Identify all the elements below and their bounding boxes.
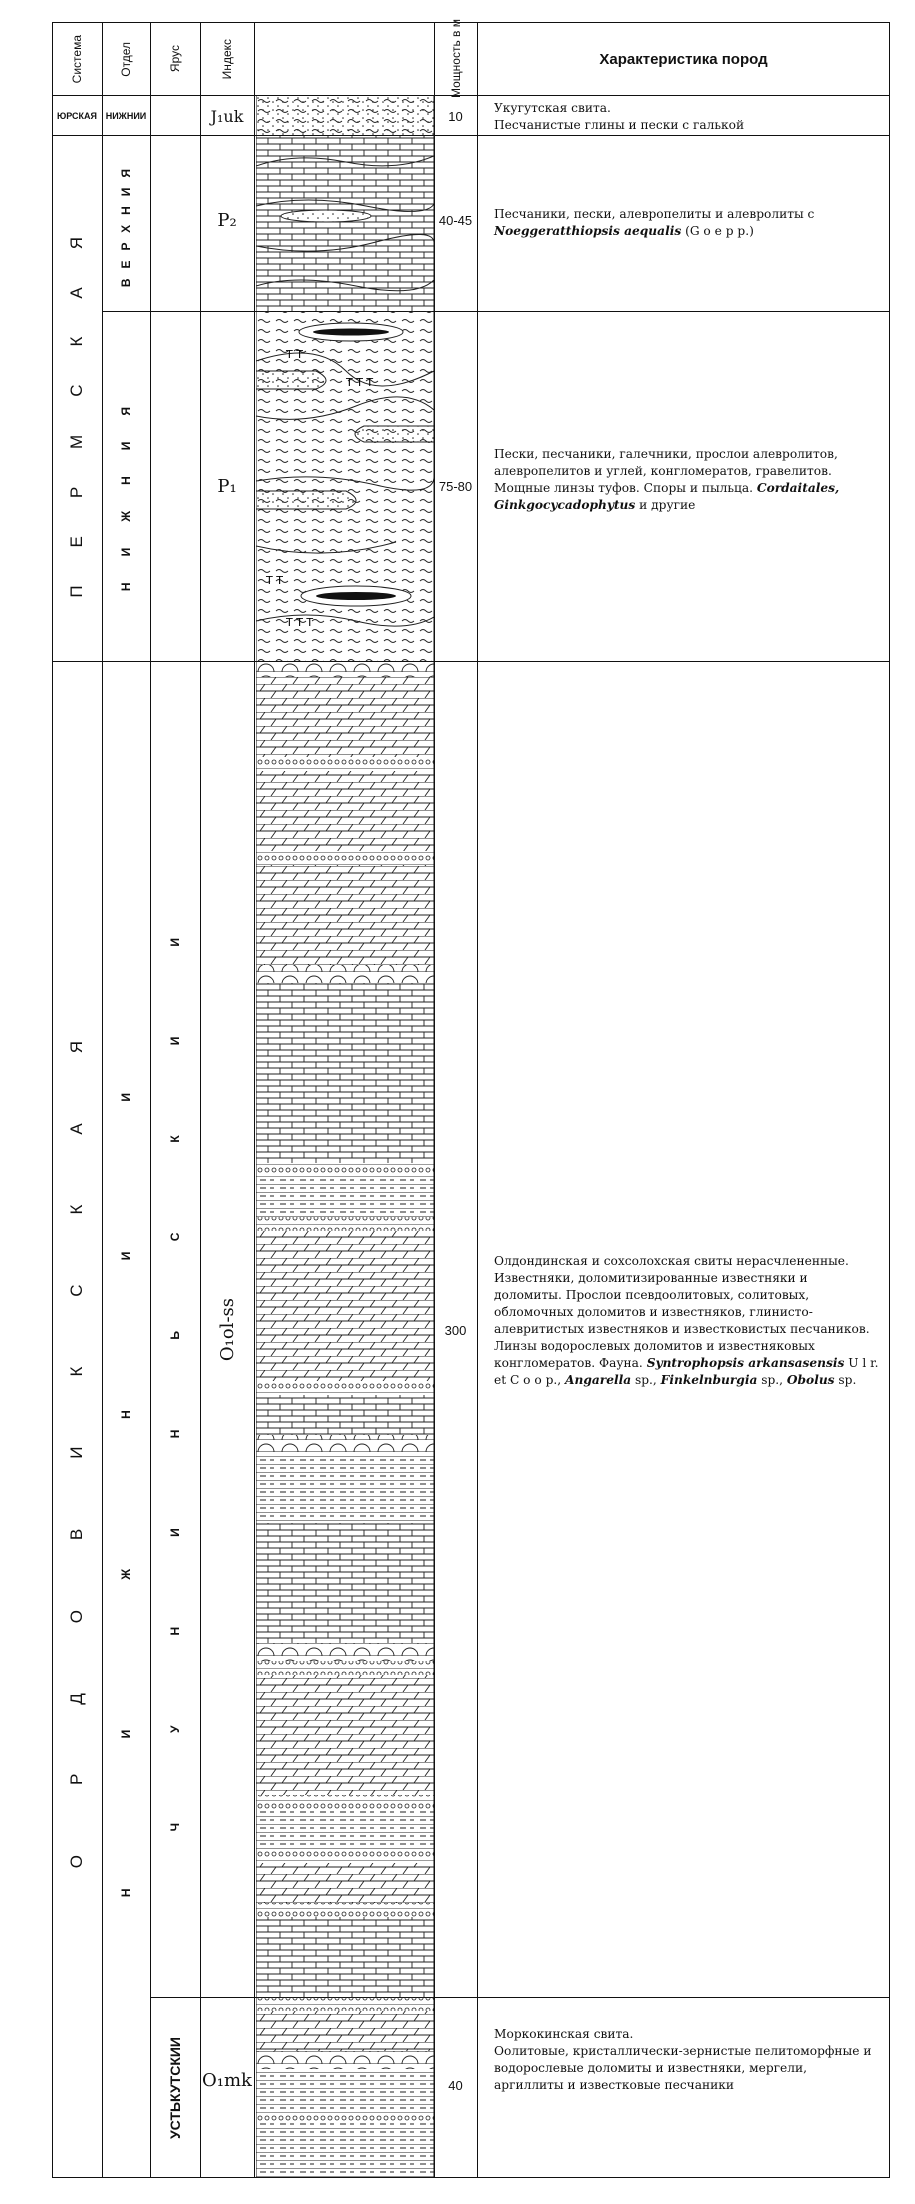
column-divider [434, 22, 435, 2178]
description-o1ol-ss: Олдондинская и сохсолохская свиты нерасчлененные. Известняки, доломитизированные известняки и доломиты. Прослои псевдоолитовых, солитовых, обломочных доломитов и известняков, глинисто-алевритистых известняков и известковистых песчаников. Линзы водорослевых доломитов и известняковых конгломератов. Фауна. Syntrophopsis arkansasensis U l r. et C o o p., Angarella sp., Finkelnburgia sp., Obolus sp. [494, 1254, 879, 1387]
department-jurassic-lower: НИЖНИИ [105, 111, 147, 121]
header-department: Отдел [119, 41, 133, 77]
index-p1: P₁ [217, 475, 237, 497]
lithology-column [256, 96, 434, 2178]
index-j1uk: J₁uk [210, 106, 244, 126]
system-jurassic: ЮРСКАЯ [56, 111, 98, 121]
index-p2: P₂ [217, 209, 237, 231]
index-o1ol-ss: O₁ol-ss [216, 1298, 238, 1362]
svg-text:T T: T T [286, 348, 303, 361]
stage-ustkut: УСТЬКУТСКИИ [167, 2036, 183, 2140]
column-divider [200, 22, 201, 2178]
thickness-p1: 75-80 [438, 478, 473, 494]
description-p2: Песчаники, пески, алевропелиты и алевролиты с Noeggeratthiopsis aequalis (G o e p p.) [494, 207, 815, 238]
row-separator [102, 311, 890, 312]
header-thickness: Мощность в м [448, 19, 463, 99]
system-permian: ПЕРМСКАЯ [67, 199, 86, 598]
index-o1mk: O₁mk [202, 2069, 252, 2091]
row-separator [52, 661, 890, 662]
header-stage: Ярус [168, 45, 182, 73]
header-index: Индекс [220, 38, 234, 80]
stage-chunya: ЧУНИНЬСКИИ [168, 848, 182, 1832]
description-ukugut: Укугутская свита. Песчанистые глины и пески с галькой [494, 101, 745, 132]
svg-text:T T: T T [266, 574, 283, 587]
svg-text:T T T: T T T [286, 616, 314, 629]
svg-text:T T T: T T T [346, 376, 374, 389]
department-ordovician-lower: НИЖНИИ [119, 942, 133, 1898]
header-system: Система [70, 34, 84, 84]
thickness-o1ol-ss: 300 [444, 1322, 467, 1338]
description-o1mk: Моркокинская свита. Оолитовые, кристаллически-зернистые пелитоморфные и водорослевые доломиты и известняки, мергели, аргиллиты и известковые песчаники [494, 2027, 872, 2092]
thickness-p2: 40-45 [438, 212, 473, 228]
column-divider [477, 22, 478, 2178]
thickness-j1uk: 10 [448, 108, 463, 124]
header-characteristics: Характеристика пород [599, 50, 768, 68]
thickness-o1mk: 40 [448, 2077, 463, 2093]
system-ordovician: ОРДОВИКСКАЯ [67, 971, 86, 1869]
department-permian-upper: ВЕРХНИЯ [119, 159, 133, 288]
department-permian-lower: НИЖНИЯ [119, 381, 133, 592]
description-p1: Пески, песчаники, галечники, прослои алевролитов, алевропелитов и углей, конгломератов, гравелитов. Мощные линзы туфов. Споры и пыльца. Cordaitales, Ginkgocycadophytus и другие [494, 447, 840, 512]
